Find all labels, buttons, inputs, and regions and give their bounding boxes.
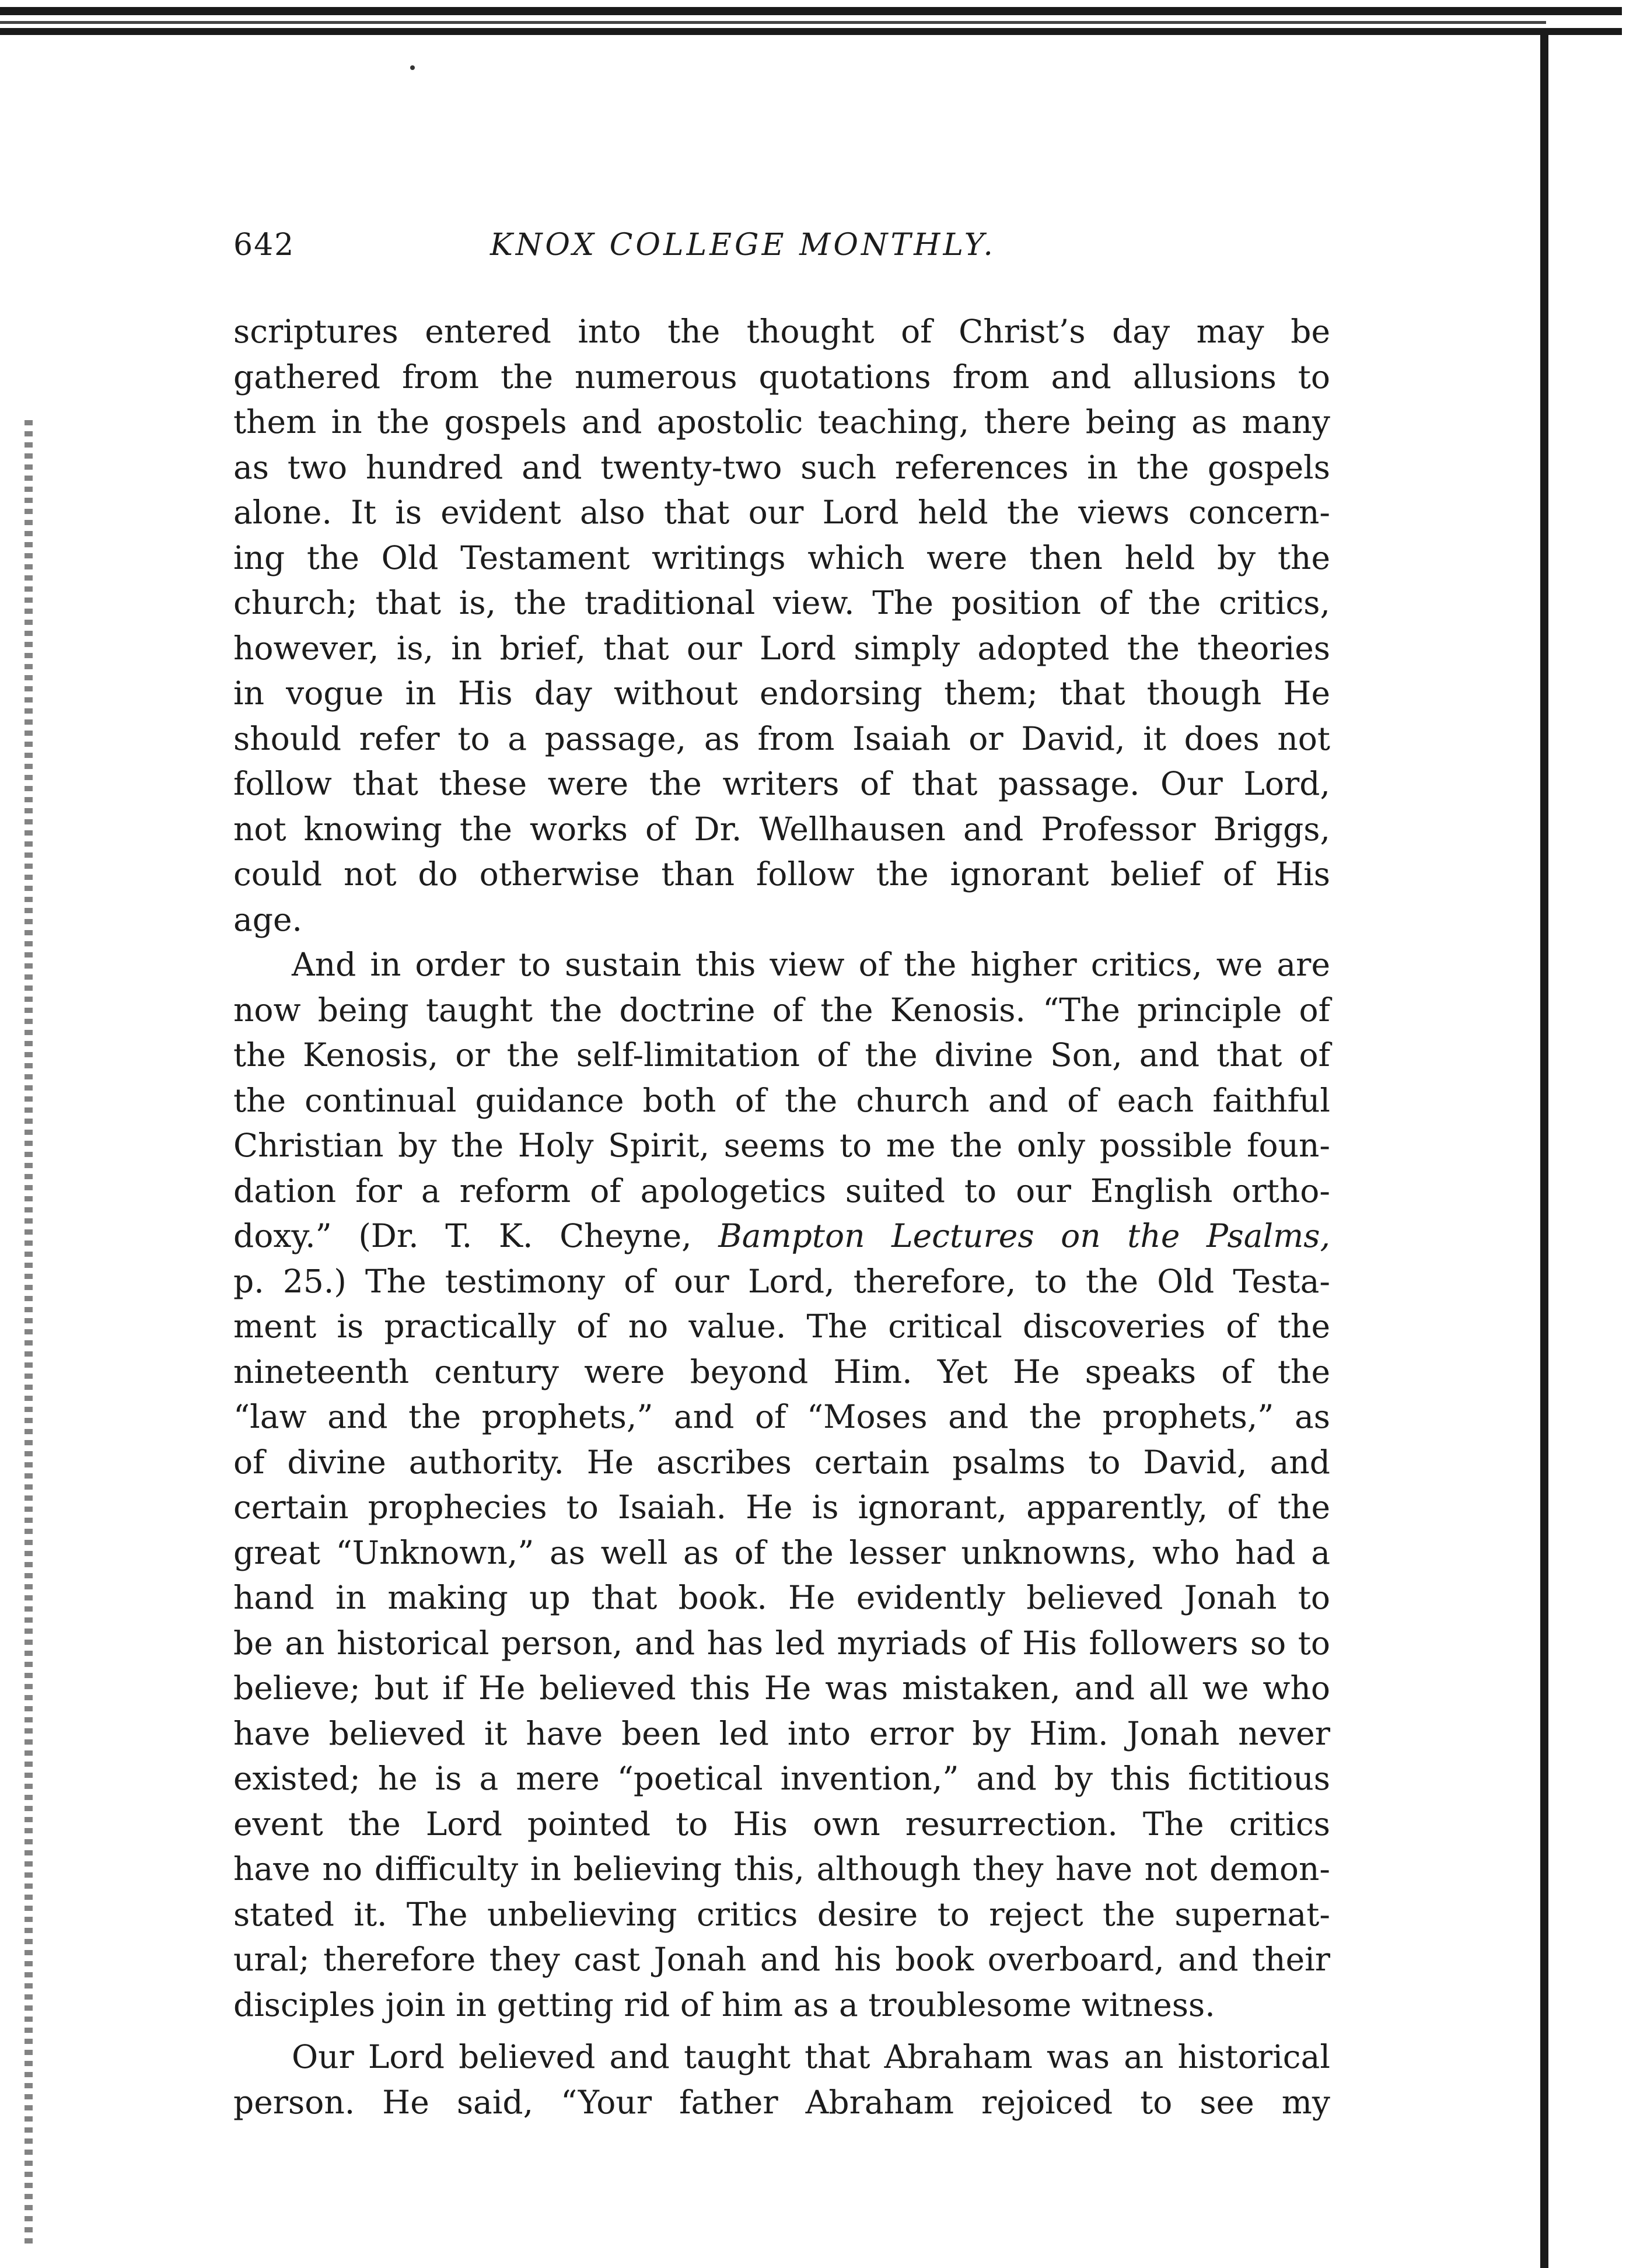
body-text: [233, 309, 1330, 2125]
text-line: age.: [233, 900, 303, 938]
text-line: Our Lord believed and taught that Abraham was an historical: [292, 2038, 1330, 2075]
page-header: [233, 228, 1330, 274]
text-line: as two hundred and twenty-two such references in the gospels: [233, 448, 1330, 486]
top-border-rule-lower: [0, 28, 1622, 35]
top-border-rule: [0, 7, 1622, 15]
text-line: church; that is, the traditional view. The position of the critics,: [233, 584, 1330, 621]
text-line: disciples join in getting rid of him as a troublesome witness.: [233, 1986, 1215, 2024]
text-line: believe; but if He believed this He was mistaken, and all we who: [233, 1669, 1330, 1707]
text-line: dation for a reform of apologetics suited to our English ortho-: [233, 1172, 1330, 1210]
text-line: great “Unknown,” as well as of the lesser unknowns, who had a: [233, 1533, 1330, 1571]
text-line: ural; therefore they cast Jonah and his book overboard, and their: [233, 1941, 1330, 1978]
text-line: gathered from the numerous quotations from and allusions to: [233, 358, 1330, 396]
running-title: KNOX COLLEGE MONTHLY.: [490, 228, 996, 263]
text-line: however, is, in brief, that our Lord simply adopted the theories: [233, 629, 1330, 667]
text-line: have believed it have been led into error by Him. Jonah never: [233, 1714, 1330, 1752]
text-line: be an historical person, and has led myriads of His followers so to: [233, 1624, 1330, 1662]
text-line: could not do otherwise than follow the ignorant belief of His: [233, 855, 1330, 893]
right-border-rule: [1540, 35, 1548, 2268]
text-line: ing the Old Testament writings which were then held by the: [233, 539, 1330, 576]
text-line: ment is practically of no value. The critical discoveries of the: [233, 1308, 1330, 1345]
text-line: follow that these were the writers of that passage. Our Lord,: [233, 765, 1330, 802]
text-line: hand in making up that book. He evidently believed Jonah to: [233, 1579, 1330, 1616]
text-line: existed; he is a mere “poetical invention,” and by this fictitious: [233, 1760, 1330, 1797]
text-line: the continual guidance both of the church and of each faithful: [233, 1081, 1330, 1119]
citation-line: [233, 1214, 1330, 1259]
text-line: of divine authority. He ascribes certain psalms to David, and: [233, 1443, 1330, 1481]
text-line: scriptures entered into the thought of Christ’s day may be: [233, 313, 1330, 350]
text-line: event the Lord pointed to His own resurrection. The critics: [233, 1805, 1330, 1843]
text-line: Christian by the Holy Spirit, seems to me the only possible foun-: [233, 1127, 1330, 1164]
text-line: the Kenosis, or the self-limitation of the divine Son, and that of: [233, 1036, 1330, 1074]
text-line: now being taught the doctrine of the Kenosis. “The principle of: [233, 991, 1330, 1029]
text-line: them in the gospels and apostolic teaching, there being as many: [233, 403, 1330, 441]
text-line: not knowing the works of Dr. Wellhausen and Professor Briggs,: [233, 810, 1330, 848]
paragraph-spacer: [233, 2028, 1330, 2035]
text-line: alone. It is evident also that our Lord held the views concern-: [233, 494, 1330, 531]
binding-edge-marks: [25, 420, 33, 2246]
page-number: 642: [233, 228, 295, 263]
cited-work-title: Bampton Lectures on the Psalms,: [718, 1217, 1330, 1254]
text-line: person. He said, “Your father Abraham rejoiced to see my: [233, 2083, 1330, 2121]
text-line: should refer to a passage, as from Isaiah or David, it does not: [233, 719, 1330, 757]
text-line: certain prophecies to Isaiah. He is ignorant, apparently, of the: [233, 1488, 1330, 1526]
citation-lead: doxy.” (Dr. T. K. Cheyne,: [233, 1217, 719, 1254]
paragraph-1: [233, 309, 1330, 942]
text-line: p. 25.) The testimony of our Lord, therefore, to the Old Testa-: [233, 1262, 1330, 1300]
text-line: stated it. The unbelieving critics desire to reject the supernat-: [233, 1895, 1330, 1933]
text-line: nineteenth century were beyond Him. Yet He speaks of the: [233, 1353, 1330, 1390]
text-line: And in order to sustain this view of the higher critics, we are: [292, 946, 1330, 983]
paragraph-3: [233, 2035, 1330, 2125]
text-line: have no difficulty in believing this, although they have not demon-: [233, 1850, 1330, 1888]
text-line: “law and the prophets,” and of “Moses and the prophets,” as: [233, 1398, 1330, 1435]
paragraph-2: [233, 942, 1330, 2028]
top-border-rule-thin: [0, 21, 1546, 24]
text-line: in vogue in His day without endorsing them; that though He: [233, 675, 1330, 712]
ink-speck: [410, 65, 415, 70]
